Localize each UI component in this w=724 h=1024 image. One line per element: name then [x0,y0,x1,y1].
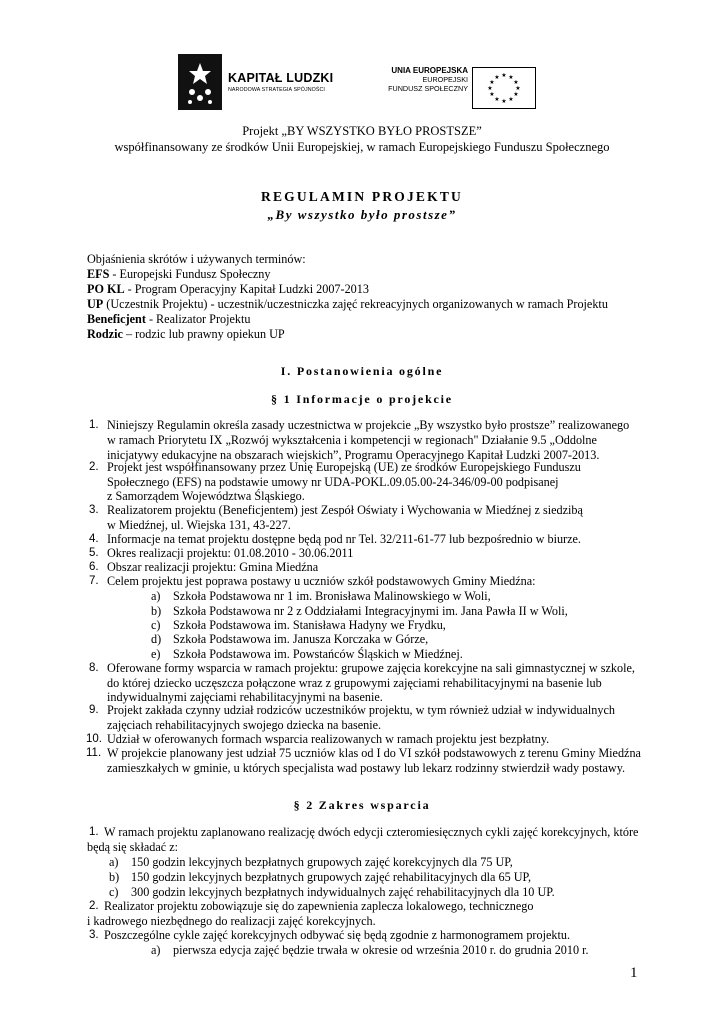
svg-text:★: ★ [513,91,519,98]
list-text: W projekcie planowany jest udział 75 uczniów klas od I do VI szkół podstawowych z terenu Gminy Miedźna [107,746,641,760]
list-number: 8. [89,662,99,674]
list-number: 5. [89,547,99,559]
sublist-text: 150 godzin lekcyjnych bezpłatnych grupowych zajęć rehabilitacyjnych dla 65 UP, [131,870,532,884]
glossary-item: UP (Uczestnik Projektu) - uczestnik/uczestniczka zajęć rekreacyjnych organizowanych w ramach Projektu [87,297,608,311]
list-number: 1. [89,419,99,431]
list-number: 1. [89,826,99,838]
list-text: Obszar realizacji projektu: Gmina Miedźna [107,560,319,574]
svg-text:★: ★ [501,98,507,105]
kapital-ludzki-logo [178,52,344,112]
page-number: 1 [630,965,638,981]
glossary-item: EFS - Europejski Fundusz Społeczny [87,267,271,281]
svg-text:★: ★ [508,96,514,103]
list-text: inicjatywy edukacyjne na obszarach wiejskich”, Programu Operacyjnego Kapitał Ludzki 2007-2013. [107,448,600,462]
svg-text:★: ★ [487,85,493,92]
sublist-letter: c) [151,618,161,632]
list-number: 2. [89,461,99,473]
kapital-ludzki-emblem-icon [178,54,222,110]
list-text: Projekt zakłada czynny udział rodziców uczestników projektu, w tym również udział w indywidualnych [107,703,616,717]
svg-text:★: ★ [494,96,500,103]
list-text: Okres realizacji projektu: 01.08.2010 - 30.06.2011 [107,546,354,560]
list-text: zamieszkałych w gminie, u których specjalista wad postawy lub lekarz rodzinny stwierdził wady postawy. [107,761,626,775]
sublist-text: pierwsza edycja zajęć będzie trwała w okresie od września 2010 r. do grudnia 2010 r. [173,943,589,957]
list-text: Projekt jest współfinansowany przez Unię Europejską (UE) ze środków Europejskiego Funduszu [107,460,581,474]
glossary-item: Beneficjent - Realizator Projektu [87,312,251,326]
list-number: 9. [89,704,99,716]
svg-text:★: ★ [508,74,514,81]
paragraph-heading: § 1 Informacje o projekcie [271,392,453,406]
list-number: 3. [89,504,99,516]
paragraph-heading: § 2 Zakres wsparcia [293,798,431,812]
svg-text:★: ★ [501,72,507,79]
glossary-intro: Objaśnienia skrótów i używanych terminów: [87,252,306,266]
list-text: do której dziecko uczęszcza połączone wraz z grupowymi zajęciami rehabilitacyjnymi na basenie lub [107,676,602,690]
sublist-text: Szkoła Podstawowa im. Stanisława Hadyny we Frydku, [173,618,446,632]
list-text: Poszczególne cykle zajęć korekcyjnych odbywać się będą zgodnie z harmonogramem projektu. [104,928,570,942]
list-number: 4. [89,533,99,545]
list-number: 6. [89,561,99,573]
list-text: w Miedźnej, ul. Wiejska 131, 43-227. [107,518,291,532]
sublist-letter: c) [109,885,119,899]
list-number: 2. [89,900,99,912]
svg-text:★: ★ [489,91,495,98]
list-text: Udział w oferowanych formach wsparcia realizowanych w ramach projektu jest bezpłatny. [107,732,550,746]
list-text: indywidualnymi zajęciami rehabilitacyjnymi na basenie. [107,690,383,704]
list-text: w ramach Priorytetu IX „Rozwój wykształcenia i kompetencji w regionach" Działanie 9.5 „Oddolne [107,433,597,447]
list-text: Oferowane formy wsparcia w ramach projektu: grupowe zajęcia korekcyjne na sali gimnastycznej w szkole, [107,661,635,675]
list-text: zajęciach rehabilitacyjnych swojego dziecka na basenie. [107,718,382,732]
list-text: z Samorządem Województwa Śląskiego. [107,489,305,503]
sublist-letter: a) [109,855,119,869]
sublist-letter: b) [151,604,162,618]
list-text: Realizator projektu zobowiązuje się do zapewnienia zaplecza lokalowego, technicznego [104,899,534,913]
list-text: Informacje na temat projektu dostępne będą pod nr Tel. 32/211-61-77 lub bezpośrednio w biurze. [107,532,581,546]
list-number: 10. [86,733,102,745]
list-number: 7. [89,575,99,587]
sublist-letter: b) [109,870,120,884]
eu-efs-logo [372,66,542,108]
eu-line3: FUNDUSZ SPOŁECZNY [388,84,468,94]
sublist-letter: e) [151,647,161,661]
svg-text:★: ★ [489,79,495,86]
document-subtitle: „By wszystko było prostsze” [267,207,457,222]
list-number: 3. [89,929,99,941]
list-text: Realizatorem projektu (Beneficjentem) jest Zespół Oświaty i Wychowania w Miedźnej z siedzibą [107,503,583,517]
eu-logo-text [372,66,468,94]
kapital-ludzki-subtitle: NARODOWA STRATEGIA SPÓJNOŚCI [228,87,325,93]
svg-text:★: ★ [513,79,519,86]
kapital-ludzki-title: KAPITAŁ LUDZKI [228,71,334,85]
sublist-letter: a) [151,943,161,957]
sublist-text: Szkoła Podstawowa nr 2 z Oddziałami Integracyjnymi im. Jana Pawła II w Woli, [173,604,568,618]
document-title: REGULAMIN PROJEKTU [261,189,463,204]
list-number: 11. [86,747,102,759]
sublist-text: 300 godzin lekcyjnych bezpłatnych indywidualnych zajęć rehabilitacyjnych dla 10 UP. [131,885,555,899]
glossary-item: PO KL - Program Operacyjny Kapitał Ludzki 2007-2013 [87,282,369,296]
list-text: będą się składać z: [87,840,179,854]
project-header-line1: Projekt „BY WSZYSTKO BYŁO PROSTSZE” [242,124,482,138]
sublist-text: Szkoła Podstawowa im. Powstańców Śląskich w Miedźnej. [173,647,463,661]
eu-line1: UNIA EUROPEJSKA [391,66,468,75]
svg-text:★: ★ [515,85,521,92]
sublist-letter: a) [151,589,161,603]
list-text: Społecznego (EFS) na podstawie umowy nr UDA-POKL.09.05.00-24-346/09-00 podpisanej [107,475,559,489]
glossary-item: Rodzic – rodzic lub prawny opiekun UP [87,327,285,341]
list-text: Celem projektu jest poprawa postawy u uczniów szkół podstawowych Gminy Miedźna: [107,574,536,588]
section-heading: I. Postanowienia ogólne [280,364,444,378]
list-text: i kadrowego niezbędnego do realizacji zajęć korekcyjnych. [87,914,376,928]
sublist-letter: d) [151,632,162,646]
list-text: Niniejszy Regulamin określa zasady uczestnictwa w projekcie „By wszystko było prostsze” realizowanego [107,418,630,432]
sublist-text: Szkoła Podstawowa im. Janusza Korczaka w Górze, [173,632,429,646]
eu-line2: EUROPEJSKI [422,75,468,85]
project-header-line2: współfinansowany ze środków Unii Europejskiej, w ramach Europejskiego Funduszu Społecznego [114,140,610,154]
list-text: W ramach projektu zaplanowano realizację dwóch edycji czteromiesięcznych cykli zajęć korekcyjnych, które [104,825,639,839]
eu-flag-icon [472,67,536,109]
svg-text:★: ★ [494,74,500,81]
sublist-text: Szkoła Podstawowa nr 1 im. Bronisława Malinowskiego w Woli, [173,589,491,603]
sublist-text: 150 godzin lekcyjnych bezpłatnych grupowych zajęć korekcyjnych dla 75 UP, [131,855,513,869]
